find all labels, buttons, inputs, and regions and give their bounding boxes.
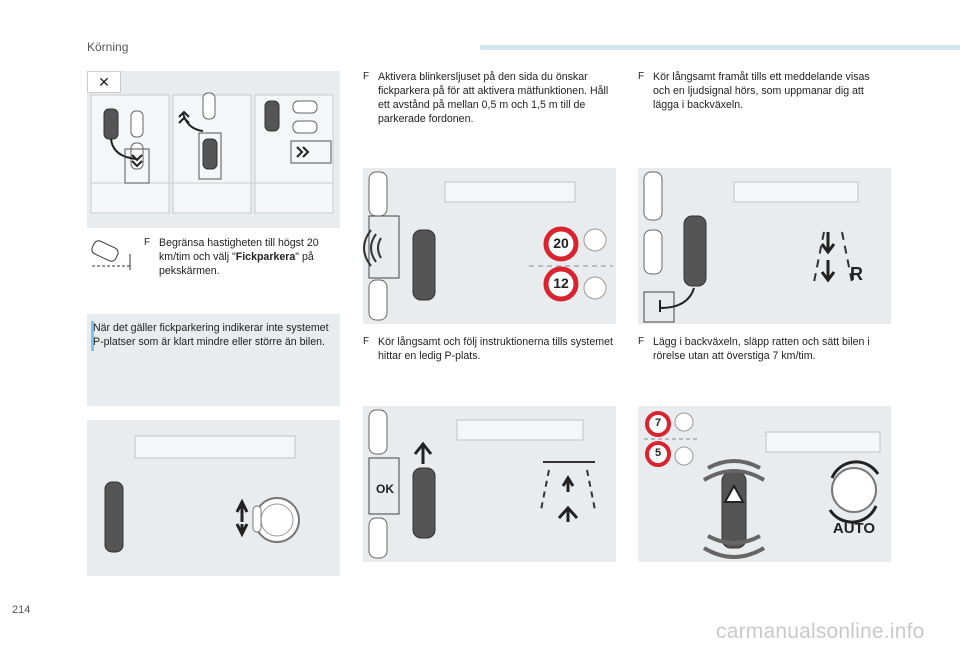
reverse-speed-instruction: F Lägg i backväxeln, släpp ratten och sätt bilen i rörelse utan att överstiga 7 km/tim. bbox=[638, 336, 870, 362]
bullet-marker: F bbox=[144, 237, 151, 248]
search-diagram-panel bbox=[363, 168, 616, 324]
header-bar bbox=[480, 45, 960, 50]
speed-sign-top: 20 bbox=[553, 235, 569, 251]
reverse-prompt-instruction: F Kör långsamt framåt tills ett meddelande visas och en ljudsignal hörs, som uppmanar dig att lägga i backväxeln. bbox=[638, 71, 870, 111]
search-illustration bbox=[363, 168, 616, 324]
reverse-diagram-panel bbox=[638, 168, 891, 324]
ok-icon: OK bbox=[376, 482, 394, 496]
speed-instruction: F Begränsa hastigheten till högst 20 km/tim och välj "Fickparkera" på pekskärmen. bbox=[144, 237, 319, 277]
auto-diagram-panel bbox=[638, 406, 891, 562]
ok-illustration bbox=[363, 406, 616, 562]
ok-diagram-panel bbox=[363, 406, 616, 562]
selection-diagram-panel bbox=[87, 71, 340, 228]
parking-mode-steps-illustration bbox=[87, 71, 340, 228]
speed-sign-bottom: 5 bbox=[654, 447, 662, 459]
auto-label: AUTO bbox=[832, 520, 876, 537]
info-note: När det gäller fickparkering indikerar inte systemet P-platser som är klart mindre eller större än bilen. bbox=[87, 314, 340, 406]
speed-sign-top: 7 bbox=[654, 417, 662, 429]
sound-wave-icon bbox=[364, 230, 381, 266]
car-parallel-icon bbox=[88, 240, 134, 274]
mode-label-fickparkera: Fickparkera bbox=[235, 251, 296, 263]
speed-sign-bottom: 12 bbox=[553, 275, 569, 291]
page-number: 214 bbox=[12, 604, 31, 616]
steering-diagram-panel bbox=[87, 420, 340, 576]
blinker-instruction: F Aktivera blinkersljuset på den sida du önskar fickparkera på för att aktivera mätfunktionen. Håll ett avstånd på mellan 0,5 m och 1,5 m till de parkerade fordonen. bbox=[363, 71, 609, 125]
close-icon: ✕ bbox=[87, 71, 121, 93]
steering-illustration bbox=[87, 420, 340, 576]
auto-steering-illustration bbox=[638, 406, 891, 562]
reverse-illustration bbox=[638, 168, 891, 324]
section-title: Körning bbox=[87, 40, 129, 54]
drive-slowly-instruction: F Kör långsamt och följ instruktionerna tills systemet hittar en ledig P-plats. bbox=[363, 336, 613, 362]
watermark: carmanualsonline.info bbox=[716, 620, 925, 643]
reverse-gear-label: R bbox=[850, 264, 863, 284]
